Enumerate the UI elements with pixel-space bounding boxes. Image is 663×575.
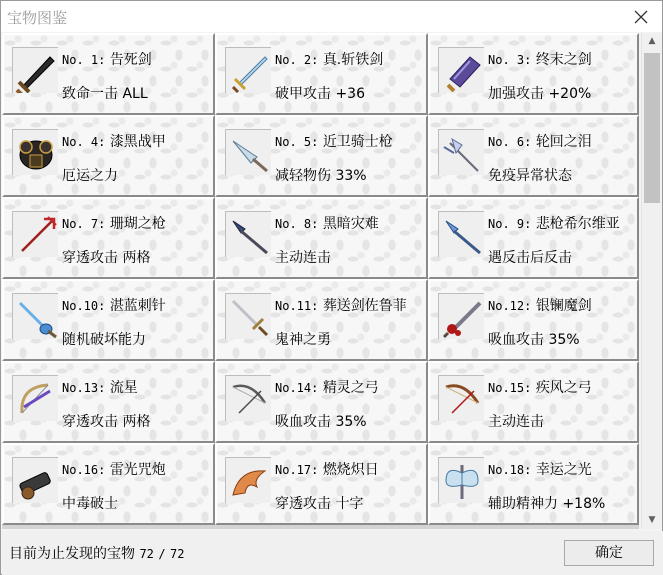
treasure-name: 终末之剑 — [535, 52, 592, 68]
treasure-cell-12[interactable] — [428, 279, 639, 361]
azure-rapier-icon — [12, 293, 58, 339]
treasure-effect: 穿透攻击 两格 — [62, 414, 151, 430]
cannon-icon — [12, 457, 58, 503]
title-bar — [1, 1, 662, 32]
dark-spear-icon — [225, 211, 271, 257]
footer-bar — [2, 531, 663, 575]
treasure-title — [488, 131, 592, 151]
treasure-number: No. 2: — [275, 53, 319, 67]
treasure-effect: 辅助精神力 +18% — [488, 496, 606, 512]
treasure-effect: 随机破坏能力 — [62, 332, 146, 348]
treasure-number: No.11: — [275, 299, 319, 313]
treasure-number: No.10: — [62, 299, 106, 313]
ok-button[interactable]: 确定 — [564, 540, 654, 566]
treasure-title — [275, 295, 407, 315]
treasure-effect: 穿透攻击 两格 — [62, 250, 151, 266]
purple-broadsword-icon — [438, 47, 484, 93]
treasure-cell-5[interactable] — [215, 115, 428, 197]
close-icon — [630, 6, 652, 28]
vertical-scrollbar[interactable] — [641, 33, 662, 529]
scroll-down-button[interactable]: ▼ — [648, 515, 656, 525]
treasure-effect: 主动连击 — [275, 250, 331, 266]
treasure-name: 悲枪希尔维亚 — [535, 216, 620, 232]
elf-bow-icon — [225, 375, 271, 421]
treasure-effect: 鬼神之勇 — [275, 332, 331, 348]
treasure-number: No.18: — [488, 463, 532, 477]
scroll-up-button[interactable]: ▲ — [648, 36, 656, 46]
treasure-number: No. 5: — [275, 135, 319, 149]
treasure-title — [62, 377, 138, 397]
treasure-effect: 遇反击后反击 — [488, 250, 572, 266]
treasure-name: 银镧魔剑 — [535, 298, 592, 314]
treasure-effect: 免疫异常状态 — [488, 168, 572, 184]
red-trident-icon — [12, 211, 58, 257]
treasure-cell-17[interactable] — [215, 443, 428, 525]
blue-sword-icon — [225, 47, 271, 93]
treasure-cell-14[interactable] — [215, 361, 428, 443]
meteor-bow-icon — [12, 375, 58, 421]
treasure-number: No. 4: — [62, 135, 106, 149]
treasure-title — [488, 49, 592, 69]
treasure-number: No. 9: — [488, 217, 532, 231]
treasure-number: No. 1: — [62, 53, 106, 67]
treasure-name: 葬送剑佐鲁菲 — [322, 298, 407, 314]
treasure-effect: 中毒破士 — [62, 496, 118, 512]
treasure-title — [62, 131, 166, 151]
treasure-name: 雷光咒炮 — [109, 462, 166, 478]
treasure-number: No.13: — [62, 381, 106, 395]
treasure-cell-16[interactable] — [2, 443, 215, 525]
treasure-title — [275, 213, 379, 233]
flame-claw-icon — [225, 457, 271, 503]
double-axe-icon — [438, 457, 484, 503]
treasure-number: No. 6: — [488, 135, 532, 149]
treasure-effect: 厄运之力 — [62, 168, 118, 184]
treasure-effect: 减轻物伤 33% — [275, 168, 367, 184]
lance-icon — [225, 129, 271, 175]
treasure-effect: 致命一击 ALL — [62, 86, 148, 102]
treasure-effect: 吸血攻击 35% — [275, 414, 367, 430]
close-button[interactable] — [630, 6, 652, 28]
treasure-effect: 吸血攻击 35% — [488, 332, 580, 348]
treasure-cell-9[interactable] — [428, 197, 639, 279]
count-separator: / — [158, 547, 166, 561]
treasure-grid — [2, 33, 639, 525]
treasure-name: 漆黑战甲 — [109, 134, 166, 150]
bloody-sword-icon — [438, 293, 484, 339]
treasure-cell-7[interactable] — [2, 197, 215, 279]
treasure-cell-11[interactable] — [215, 279, 428, 361]
treasure-title — [62, 459, 166, 479]
treasure-grid-area — [2, 33, 639, 529]
treasure-cell-13[interactable] — [2, 361, 215, 443]
treasure-cell-6[interactable] — [428, 115, 639, 197]
treasure-number: No. 7: — [62, 217, 106, 231]
treasure-number: No. 8: — [275, 217, 319, 231]
treasure-name: 近卫骑士枪 — [322, 134, 393, 150]
treasure-number: No.17: — [275, 463, 319, 477]
treasure-name: 精灵之弓 — [322, 380, 379, 396]
black-greatsword-icon — [12, 47, 58, 93]
treasure-title — [275, 377, 379, 397]
treasure-title — [62, 295, 166, 315]
treasure-number: No.12: — [488, 299, 532, 313]
treasure-name: 轮回之泪 — [535, 134, 592, 150]
treasure-title — [488, 377, 592, 397]
treasure-cell-4[interactable] — [2, 115, 215, 197]
treasure-name: 真.斩铁剑 — [322, 52, 384, 68]
treasure-title — [62, 213, 166, 233]
blue-spear-icon — [438, 211, 484, 257]
treasure-effect: 加强攻击 +20% — [488, 86, 592, 102]
treasure-cell-8[interactable] — [215, 197, 428, 279]
treasure-title — [488, 459, 592, 479]
treasure-title — [275, 49, 383, 69]
treasure-name: 燃烧炽日 — [322, 462, 379, 478]
halberd-icon — [438, 129, 484, 175]
treasure-effect: 破甲攻击 +36 — [275, 86, 365, 102]
treasure-title — [488, 295, 592, 315]
treasure-title — [275, 459, 379, 479]
treasure-effect: 穿透攻击 十字 — [275, 496, 364, 512]
found-count-label: 目前为止发现的宝物 — [9, 546, 135, 562]
scroll-thumb[interactable] — [644, 53, 660, 203]
treasure-effect: 主动连击 — [488, 414, 544, 430]
black-armor-icon — [12, 129, 58, 175]
silver-sword-icon — [225, 293, 271, 339]
total-count-value: 72 — [170, 547, 185, 561]
treasure-name: 珊瑚之枪 — [109, 216, 166, 232]
treasure-title — [62, 49, 152, 69]
treasure-name: 流星 — [109, 380, 138, 396]
found-count-value: 72 — [139, 547, 154, 561]
treasure-name: 疾风之弓 — [535, 380, 592, 396]
treasure-number: No.16: — [62, 463, 106, 477]
treasure-cell-10[interactable] — [2, 279, 215, 361]
treasure-number: No.14: — [275, 381, 319, 395]
found-count-status — [9, 543, 185, 563]
treasure-name: 幸运之光 — [535, 462, 592, 478]
treasure-cell-1[interactable] — [2, 33, 215, 115]
treasure-name: 黑暗灾难 — [322, 216, 379, 232]
treasure-number: No.15: — [488, 381, 532, 395]
treasure-cell-18[interactable] — [428, 443, 639, 525]
window-title: 宝物图鉴 — [7, 9, 68, 27]
treasure-cell-3[interactable] — [428, 33, 639, 115]
treasure-name: 湛蓝刺针 — [109, 298, 166, 314]
treasure-cell-2[interactable] — [215, 33, 428, 115]
treasure-name: 告死剑 — [109, 52, 152, 68]
treasure-title — [275, 131, 393, 151]
treasure-number: No. 3: — [488, 53, 532, 67]
treasure-title — [488, 213, 620, 233]
wind-bow-icon — [438, 375, 484, 421]
treasure-cell-15[interactable] — [428, 361, 639, 443]
